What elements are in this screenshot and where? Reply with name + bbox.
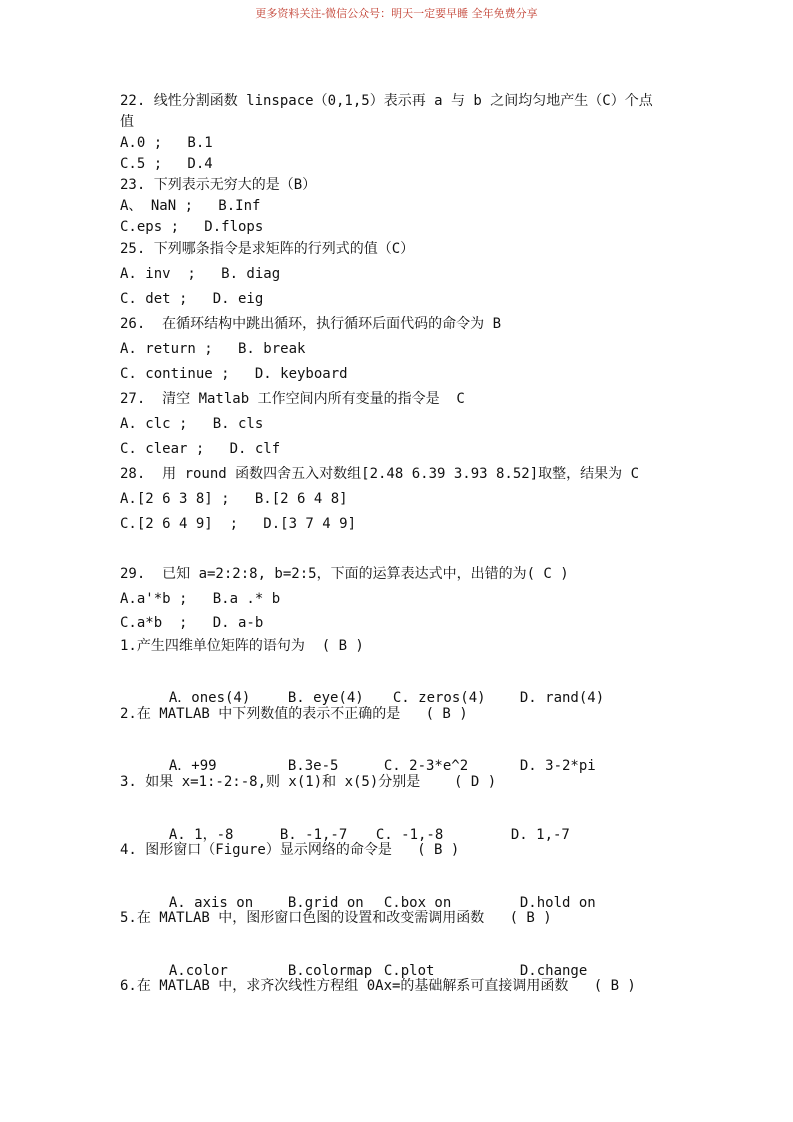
options-line: A.a'*b ; B.a .* b xyxy=(120,591,281,607)
option-d: D. 1,-7 xyxy=(510,827,570,843)
page-header: 更多资料关注-微信公众号：明天一定要早睡 全年免费分享 xyxy=(255,7,538,20)
options-line: C.a*b ; D. a-b xyxy=(120,615,264,631)
options-line: A、 NaN ; B.Inf xyxy=(120,198,261,214)
options-row-q5 xyxy=(152,944,587,980)
options-line: C.[2 6 4 9] ; D.[3 7 4 9] xyxy=(120,516,357,532)
option-a: A.color xyxy=(168,963,228,979)
question-2: 2.在 MATLAB 中下列数值的表示不正确的是 ( B ) xyxy=(120,706,468,722)
option-a: A．+99 xyxy=(168,758,217,774)
option-d: D. rand(4) xyxy=(519,690,605,706)
option-b: B. eye(4) xyxy=(287,690,364,706)
option-a: A．ones(4) xyxy=(168,690,251,706)
options-line: C. continue ; D. keyboard xyxy=(120,366,348,382)
option-c: C. 2-3*e^2 xyxy=(383,758,469,774)
question-27: 27. 清空 Matlab 工作空间内所有变量的指令是 C xyxy=(120,391,465,407)
question-3: 3. 如果 x=1:-2:-8,则 x(1)和 x(5)分别是 ( D ) xyxy=(120,774,497,790)
option-c: C. -1,-8 xyxy=(375,827,444,843)
option-c: C.plot xyxy=(383,963,435,979)
question-1: 1.产生四维单位矩阵的语句为 ( B ) xyxy=(120,638,364,654)
question-5: 5.在 MATLAB 中，图形窗口色图的设置和改变需调用函数 ( B ) xyxy=(120,910,552,926)
option-b: B.3e-5 xyxy=(287,758,339,774)
question-28: 28. 用 round 函数四舍五入对数组[2.48 6.39 3.93 8.52]取整，结果为 C xyxy=(120,466,640,482)
options-line: C. det ; D. eig xyxy=(120,291,264,307)
options-row-q1 xyxy=(152,671,604,707)
question-6: 6.在 MATLAB 中，求齐次线性方程组 0Ax=的基础解系可直接调用函数 ( B ) xyxy=(120,978,636,994)
option-d: D.hold on xyxy=(519,895,596,911)
question-22-cont: 值 xyxy=(120,114,134,130)
option-b: B.colormap xyxy=(287,963,373,979)
option-b: B. -1,-7 xyxy=(279,827,348,843)
options-line: A. inv ; B. diag xyxy=(120,266,281,282)
option-d: D. 3-2*pi xyxy=(519,758,596,774)
options-row-q3 xyxy=(152,808,570,844)
option-a: A. axis on xyxy=(168,895,254,911)
question-25: 25. 下列哪条指令是求矩阵的行列式的值（C） xyxy=(120,241,415,257)
options-line: A. return ; B. break xyxy=(120,341,306,357)
options-row-q2 xyxy=(152,739,596,775)
question-23: 23. 下列表示无穷大的是（B） xyxy=(120,177,317,193)
question-26: 26. 在循环结构中跳出循环，执行循环后面代码的命令为 B xyxy=(120,316,501,332)
question-22: 22. 线性分割函数 linspace（0,1,5）表示再 a 与 b 之间均匀地产生（C）个点 xyxy=(120,93,653,109)
option-b: B.grid on xyxy=(287,895,364,911)
question-4: 4. 图形窗口（Figure）显示网络的命令是 ( B ) xyxy=(120,842,460,858)
option-a: A. 1，-8 xyxy=(168,827,234,843)
options-line: C.eps ; D.flops xyxy=(120,219,264,235)
option-c: C. zeros(4) xyxy=(392,690,486,706)
options-line: A.0 ; B.1 xyxy=(120,135,213,151)
options-row-q4 xyxy=(152,876,596,912)
options-line: A.[2 6 3 8] ; B.[2 6 4 8] xyxy=(120,491,348,507)
option-c: C.box on xyxy=(383,895,452,911)
options-line: C.5 ; D.4 xyxy=(120,156,213,172)
options-line: A. clc ; B. cls xyxy=(120,416,264,432)
options-line: C. clear ; D. clf xyxy=(120,441,281,457)
option-d: D.change xyxy=(519,963,588,979)
question-29: 29. 已知 a=2:2:8, b=2:5，下面的运算表达式中，出错的为( C ) xyxy=(120,566,569,582)
